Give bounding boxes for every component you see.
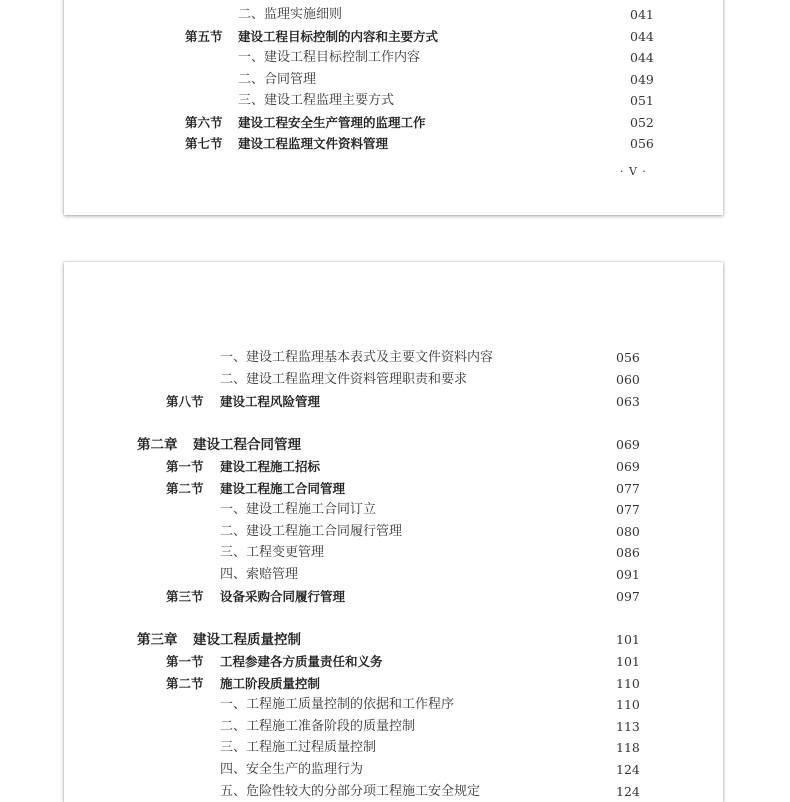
entry-title: 建设工程施工合同管理 [220, 481, 346, 496]
entry-title: 一、建设工程监理基本表式及主要文件资料内容 [220, 350, 494, 365]
entry-page-number: 049 [630, 72, 654, 87]
entry-label: 第一节 [166, 654, 204, 669]
toc-entry [64, 500, 723, 520]
entry-title: 二、工程施工准备阶段的质量控制 [220, 719, 416, 734]
entry-page-number: 056 [616, 350, 640, 365]
entry-title: 一、工程施工质量控制的依据和工作程序 [220, 697, 455, 712]
entry-page-number: 101 [616, 654, 640, 669]
entry-page-number: 086 [616, 545, 640, 560]
entry-title: 建设工程目标控制的内容和主要方式 [238, 29, 439, 44]
toc-entry [64, 435, 723, 455]
entry-label: 第二节 [166, 676, 204, 691]
entry-title: 一、建设工程目标控制工作内容 [238, 50, 421, 65]
entry-title: 三、工程变更管理 [220, 545, 325, 560]
entry-title: 四、安全生产的监理行为 [220, 762, 364, 777]
entry-title: 二、合同管理 [238, 72, 317, 87]
toc-entry [64, 113, 723, 133]
toc-entry [64, 27, 723, 47]
entry-title: 二、建设工程监理文件资料管理职责和要求 [220, 372, 468, 387]
entry-page-number: 077 [616, 481, 640, 496]
toc-entry [64, 652, 723, 672]
entry-title: 五、危险性较大的分部分项工程施工安全规定 [220, 784, 481, 799]
entry-title: 一、建设工程施工合同订立 [220, 502, 377, 517]
toc-entry [64, 543, 723, 563]
toc-entry [64, 348, 723, 368]
toc-entry [64, 717, 723, 737]
entry-label: 第七节 [185, 136, 223, 151]
entry-page-number: 069 [616, 459, 640, 474]
entry-page-number: 069 [616, 437, 640, 452]
entry-page-number: 113 [616, 719, 640, 734]
toc-entry [64, 70, 723, 90]
toc-entry [64, 48, 723, 68]
toc-entry [64, 479, 723, 499]
entry-page-number: 056 [630, 136, 654, 151]
toc-entry [64, 565, 723, 585]
entry-page-number: 044 [630, 29, 654, 44]
entry-page-number: 060 [616, 372, 640, 387]
entry-page-number: 124 [616, 784, 640, 799]
entry-page-number: 124 [616, 762, 640, 777]
toc-page-upper [64, 0, 723, 215]
entry-page-number: 044 [630, 50, 654, 65]
entry-page-number: 077 [616, 502, 640, 517]
toc-entry [64, 782, 723, 802]
entry-title: 二、监理实施细则 [238, 7, 343, 22]
entry-page-number: 063 [616, 394, 640, 409]
entry-label: 第一节 [166, 459, 204, 474]
entry-label: 第五节 [185, 29, 223, 44]
entry-page-number: 097 [616, 589, 640, 604]
entry-page-number: 091 [616, 567, 640, 582]
entry-page-number: 080 [616, 524, 640, 539]
entry-label: 第八节 [166, 394, 204, 409]
entry-title: 建设工程风险管理 [220, 394, 321, 409]
toc-entry [64, 392, 723, 412]
entry-label: 第三节 [166, 589, 204, 604]
entry-title: 建设工程安全生产管理的监理工作 [238, 115, 426, 130]
entry-label: 第二章 [137, 437, 178, 453]
entry-label: 第二节 [166, 481, 204, 496]
toc-entry [64, 587, 723, 607]
entry-label: 第三章 [137, 632, 178, 648]
entry-title: 三、建设工程监理主要方式 [238, 93, 395, 108]
toc-entry [64, 630, 723, 650]
entry-title: 建设工程合同管理 [193, 437, 301, 453]
entry-title: 建设工程监理文件资料管理 [238, 136, 389, 151]
entry-page-number: 052 [630, 115, 654, 130]
toc-entry [64, 522, 723, 542]
entry-title: 工程参建各方质量责任和义务 [220, 654, 383, 669]
toc-entry [64, 91, 723, 111]
toc-entry [64, 457, 723, 477]
entry-page-number: 101 [616, 632, 640, 647]
entry-page-number: 110 [616, 676, 640, 691]
entry-page-number: 041 [630, 7, 654, 22]
entry-title: 建设工程质量控制 [193, 632, 301, 648]
entry-page-number: 110 [616, 697, 640, 712]
entry-title: 四、索赔管理 [220, 567, 299, 582]
toc-entry [64, 674, 723, 694]
entry-title: 建设工程施工招标 [220, 459, 321, 474]
toc-entry [64, 134, 723, 154]
entry-title: 二、建设工程施工合同履行管理 [220, 524, 403, 539]
toc-entry [64, 5, 723, 25]
entry-title: 三、工程施工过程质量控制 [220, 740, 377, 755]
toc-page-lower [64, 262, 723, 802]
entry-title: 设备采购合同履行管理 [220, 589, 346, 604]
entry-page-number: 051 [630, 93, 654, 108]
entry-title: 施工阶段质量控制 [220, 676, 321, 691]
entry-label: 第六节 [185, 115, 223, 130]
toc-entry [64, 695, 723, 715]
toc-entry [64, 738, 723, 758]
entry-page-number: 118 [616, 740, 640, 755]
toc-entry [64, 760, 723, 780]
page-folio: · V · [620, 165, 647, 178]
toc-entry [64, 370, 723, 390]
